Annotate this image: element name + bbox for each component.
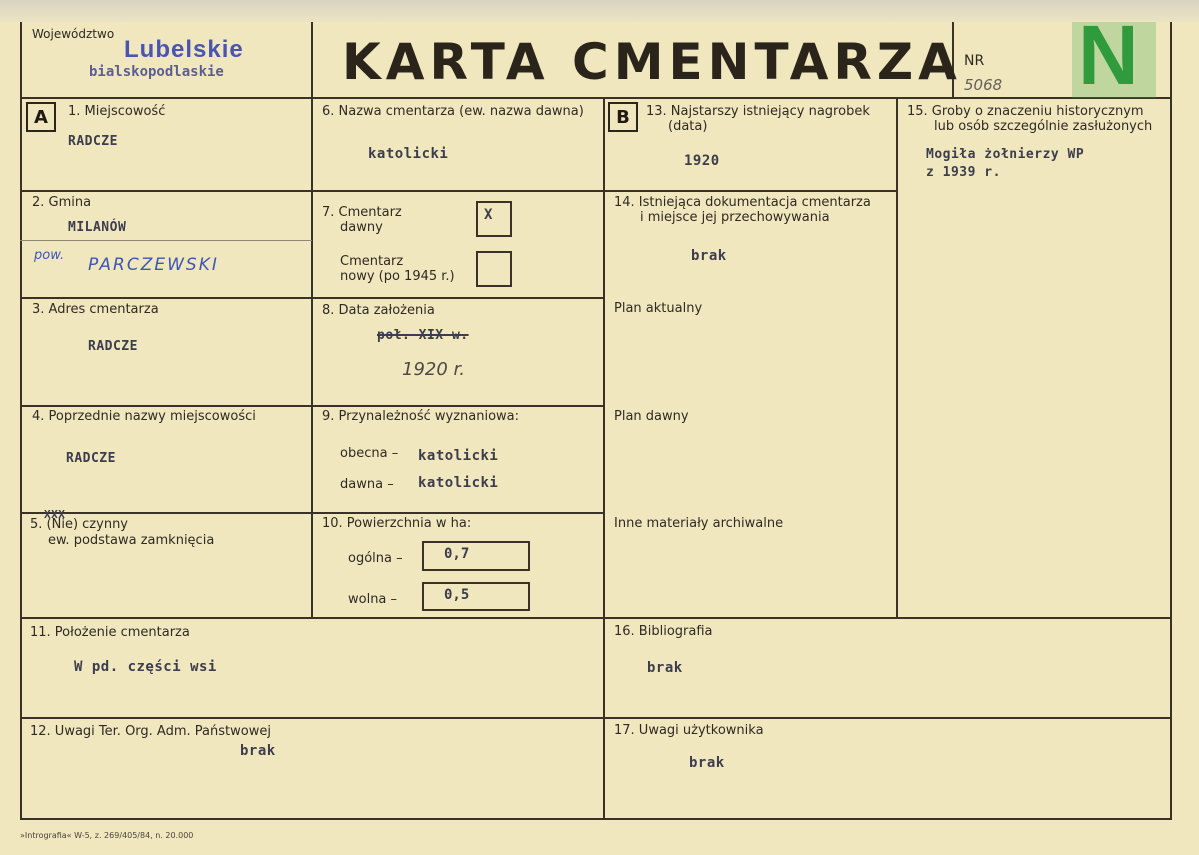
field-9-current-label: obecna – (340, 446, 399, 461)
section-b-letter: B (608, 102, 638, 132)
field-5-overstrike: XXX (44, 508, 66, 521)
field-10-free-label: wolna – (348, 592, 398, 607)
field-7-new-label-2: nowy (po 1945 r.) (340, 269, 455, 284)
field-15-value-2: z 1939 r. (926, 165, 1001, 180)
frame-right (1170, 22, 1172, 820)
field-15-label: 15. Groby o znaczeniu historycznym (907, 104, 1144, 119)
field-17-value: brak (689, 755, 725, 771)
col-divider-ab (603, 98, 605, 819)
field-2-value: MILANÓW (68, 220, 127, 235)
voivodeship-sub: bialskopodlaskie (89, 64, 224, 80)
field-2-pow-label: pow. (34, 248, 65, 263)
field-7-new-label: Cmentarz (340, 254, 404, 269)
print-info: »Intrografia« W-5, z. 269/405/84, n. 20.000 (20, 831, 194, 840)
field-2-pow-value: PARCZEWSKI (88, 255, 219, 275)
field-3-label: 3. Adres cmentarza (32, 302, 159, 317)
field-5-prefix: 5. (30, 517, 47, 532)
field-1-label: 1. Miejscowość (68, 104, 166, 119)
old-cemetery-mark: X (484, 207, 493, 223)
field-11-label: 11. Położenie cmentarza (30, 625, 190, 640)
voivodeship-label: Województwo (32, 27, 115, 41)
field-8-hand-value: 1920 r. (402, 359, 465, 380)
field-17-label: 17. Uwagi użytkownika (614, 723, 764, 738)
field-5-rest: czynny (78, 517, 128, 532)
plan-former-label: Plan dawny (614, 409, 689, 424)
field-14-value: brak (691, 248, 727, 264)
frame-bottom (20, 818, 1172, 820)
field-9-former-value: katolicki (418, 475, 499, 491)
field-5-strike: (Nie) (46, 517, 79, 532)
field-13-value: 1920 (684, 153, 720, 169)
total-area-value: 0,7 (444, 546, 470, 562)
row-line-a5 (20, 617, 1172, 619)
section-a-letter: A (26, 102, 56, 132)
other-archives-label: Inne materiały archiwalne (614, 516, 784, 531)
field-15-label-2: lub osób szczególnie zasłużonych (934, 119, 1153, 134)
field-9-former-label: dawna – (340, 477, 394, 492)
field-5-label-line2: ew. podstawa zamknięcia (48, 533, 215, 548)
field-3-value: RADCZE (88, 339, 138, 354)
field-2-label: 2. Gmina (32, 195, 92, 210)
nr-value: 5068 (964, 76, 1003, 94)
field-15-value: Mogiła żołnierzy WP (926, 147, 1085, 162)
col-divider-a (311, 98, 313, 618)
field-8-struck-value: poł. XIX w. (377, 328, 469, 343)
free-area-value: 0,5 (444, 587, 470, 603)
corner-mark: N (1078, 8, 1139, 102)
field-12-label: 12. Uwagi Ter. Org. Adm. Państwowej (30, 724, 271, 739)
row-line-a6 (20, 717, 1172, 719)
row-line-a2 (20, 297, 605, 299)
field-4-value: RADCZE (66, 451, 116, 466)
field-4-label: 4. Poprzednie nazwy miejscowości (32, 409, 256, 424)
total-area-box (422, 541, 530, 571)
header-divider-1 (311, 22, 313, 98)
field-11-value: W pd. części wsi (74, 659, 217, 675)
plan-current-label: Plan aktualny (614, 301, 703, 316)
field-14-label: 14. Istniejąca dokumentacja cmentarza (614, 195, 871, 210)
field-7-label-2: dawny (340, 220, 383, 235)
field-16-label: 16. Bibliografia (614, 624, 713, 639)
old-cemetery-checkbox[interactable] (476, 201, 512, 237)
field-6-value: katolicki (368, 146, 449, 162)
field-13-label-2: (data) (668, 119, 708, 134)
header-bottom-line (20, 97, 1172, 99)
field-9-current-value: katolicki (418, 448, 499, 464)
row-line-a2-inner (20, 240, 312, 241)
new-cemetery-checkbox[interactable] (476, 251, 512, 287)
row-line-a1 (20, 190, 605, 192)
col-divider-b (896, 98, 898, 618)
field-10-total-label: ogólna – (348, 551, 403, 566)
free-area-box (422, 582, 530, 611)
row-line-b1 (604, 190, 897, 192)
page-title: KARTA CMENTARZA (342, 33, 962, 91)
row-line-a4 (20, 512, 605, 514)
field-1-value: RADCZE (68, 134, 118, 149)
field-8-label: 8. Data założenia (322, 303, 435, 318)
field-16-value: brak (647, 660, 683, 676)
field-6-label: 6. Nazwa cmentarza (ew. nazwa dawna) (322, 104, 584, 119)
field-12-value: brak (240, 743, 276, 759)
field-14-label-2: i miejsce jej przechowywania (640, 210, 830, 225)
field-7-label: 7. Cmentarz (322, 205, 402, 220)
field-10-label: 10. Powierzchnia w ha: (322, 516, 472, 531)
field-13-label: 13. Najstarszy istniejący nagrobek (646, 104, 870, 119)
frame-left (20, 22, 22, 820)
nr-label: NR (964, 53, 985, 69)
row-line-a3 (20, 405, 605, 407)
field-9-label: 9. Przynależność wyznaniowa: (322, 409, 520, 424)
voivodeship-value: Lubelskie (124, 36, 244, 63)
card-top-strip (0, 0, 1199, 22)
